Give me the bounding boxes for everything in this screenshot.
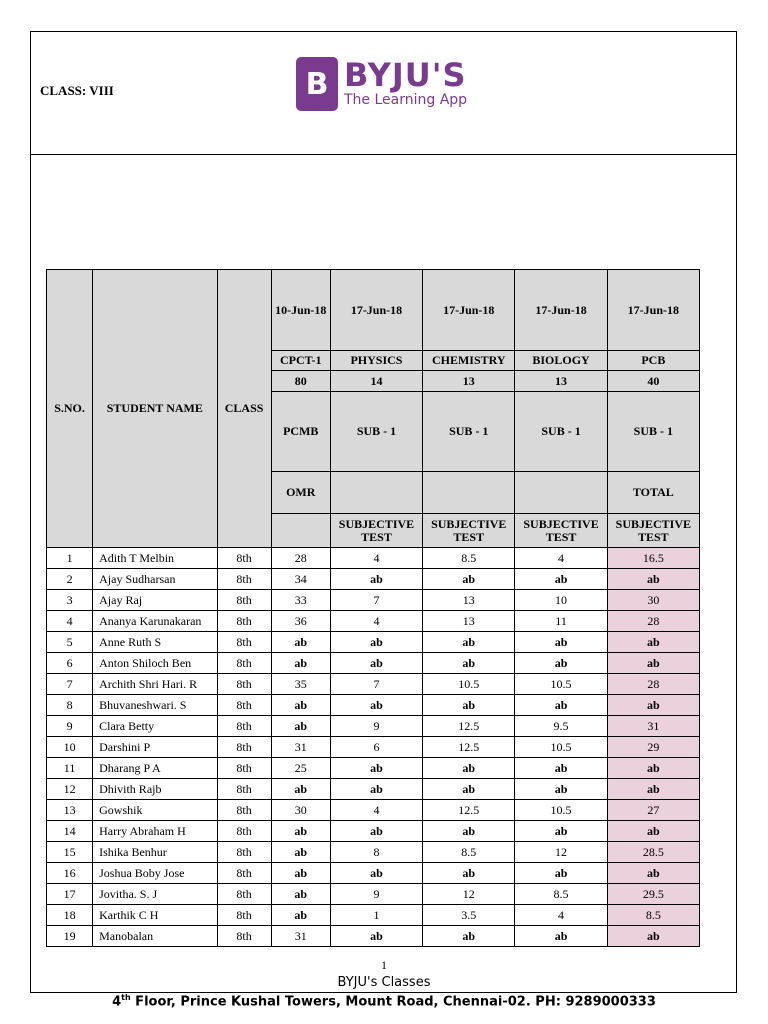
table-header [47, 270, 700, 548]
test-mode: SUBJECTIVE TEST [515, 514, 607, 548]
cell-sno: 6 [47, 653, 93, 674]
cell-student-name: Dharang P A [93, 758, 217, 779]
cell-pcb-total: ab [607, 926, 699, 947]
cell-biology: 10.5 [515, 674, 607, 695]
cell-cpct: 36 [271, 611, 330, 632]
test-type: PCMB [271, 392, 330, 472]
cell-class: 8th [217, 737, 271, 758]
cell-cpct: ab [271, 779, 330, 800]
cell-pcb-total: ab [607, 695, 699, 716]
cell-chemistry: ab [423, 695, 515, 716]
cell-pcb-total: 8.5 [607, 905, 699, 926]
cell-sno: 17 [47, 884, 93, 905]
cell-chemistry: ab [423, 863, 515, 884]
cell-student-name: Manobalan [93, 926, 217, 947]
cell-physics: ab [330, 821, 422, 842]
cell-chemistry: 12.5 [423, 716, 515, 737]
cell-pcb-total: 28.5 [607, 842, 699, 863]
cell-class: 8th [217, 695, 271, 716]
results-table [46, 269, 700, 947]
cell-class: 8th [217, 611, 271, 632]
cell-student-name: Karthik C H [93, 905, 217, 926]
cell-sno: 2 [47, 569, 93, 590]
cell-biology: ab [515, 653, 607, 674]
table-row [47, 779, 700, 800]
cell-cpct: ab [271, 884, 330, 905]
cell-sno: 1 [47, 548, 93, 569]
test-subtype: TOTAL [607, 472, 699, 514]
cell-student-name: Joshua Boby Jose [93, 863, 217, 884]
cell-biology: ab [515, 926, 607, 947]
cell-cpct: 34 [271, 569, 330, 590]
address-text: Floor, Prince Kushal Towers, Mount Road, Chennai-02. PH: 9289000333 [130, 994, 656, 1010]
test-max-marks: 13 [515, 371, 607, 392]
cell-class: 8th [217, 632, 271, 653]
test-date: 17-Jun-18 [330, 270, 422, 351]
cell-sno: 11 [47, 758, 93, 779]
cell-student-name: Darshini P [93, 737, 217, 758]
cell-sno: 3 [47, 590, 93, 611]
test-name: CHEMISTRY [423, 351, 515, 371]
cell-biology: ab [515, 779, 607, 800]
cell-pcb-total: ab [607, 758, 699, 779]
cell-sno: 7 [47, 674, 93, 695]
cell-pcb-total: 30 [607, 590, 699, 611]
cell-student-name: Harry Abraham H [93, 821, 217, 842]
cell-chemistry: ab [423, 926, 515, 947]
cell-physics: ab [330, 926, 422, 947]
cell-sno: 15 [47, 842, 93, 863]
test-date: 17-Jun-18 [607, 270, 699, 351]
test-date: 17-Jun-18 [423, 270, 515, 351]
cell-student-name: Ajay Sudharsan [93, 569, 217, 590]
cell-chemistry: 12.5 [423, 800, 515, 821]
test-date: 17-Jun-18 [515, 270, 607, 351]
table-body [47, 548, 700, 947]
cell-biology: 4 [515, 548, 607, 569]
test-name: BIOLOGY [515, 351, 607, 371]
cell-physics: ab [330, 758, 422, 779]
cell-pcb-total: 29.5 [607, 884, 699, 905]
cell-pcb-total: ab [607, 863, 699, 884]
table-row [47, 569, 700, 590]
table-row [47, 863, 700, 884]
col-header-sno: S.NO. [47, 270, 93, 548]
cell-class: 8th [217, 716, 271, 737]
cell-sno: 19 [47, 926, 93, 947]
cell-physics: ab [330, 653, 422, 674]
cell-class: 8th [217, 548, 271, 569]
col-header-student-name: STUDENT NAME [93, 270, 217, 548]
test-mode [271, 514, 330, 548]
table-row [47, 800, 700, 821]
test-max-marks: 13 [423, 371, 515, 392]
cell-biology: 11 [515, 611, 607, 632]
header-divider [30, 154, 737, 155]
table-row [47, 821, 700, 842]
cell-physics: 6 [330, 737, 422, 758]
cell-physics: ab [330, 632, 422, 653]
table-row [47, 653, 700, 674]
cell-student-name: Anton Shiloch Ben [93, 653, 217, 674]
cell-class: 8th [217, 674, 271, 695]
test-type: SUB - 1 [423, 392, 515, 472]
test-type: SUB - 1 [515, 392, 607, 472]
table-row [47, 905, 700, 926]
cell-physics: 4 [330, 611, 422, 632]
cell-student-name: Gowshik [93, 800, 217, 821]
test-subtype: OMR [271, 472, 330, 514]
test-subtype [330, 472, 422, 514]
table-row [47, 590, 700, 611]
cell-sno: 13 [47, 800, 93, 821]
cell-sno: 4 [47, 611, 93, 632]
cell-cpct: ab [271, 821, 330, 842]
cell-biology: 9.5 [515, 716, 607, 737]
cell-cpct: 31 [271, 926, 330, 947]
cell-student-name: Dhivith Rajb [93, 779, 217, 800]
cell-physics: 7 [330, 590, 422, 611]
cell-pcb-total: ab [607, 779, 699, 800]
cell-biology: 12 [515, 842, 607, 863]
cell-class: 8th [217, 653, 271, 674]
test-mode: SUBJECTIVE TEST [330, 514, 422, 548]
cell-chemistry: ab [423, 632, 515, 653]
cell-class: 8th [217, 800, 271, 821]
test-mode: SUBJECTIVE TEST [423, 514, 515, 548]
cell-biology: ab [515, 758, 607, 779]
cell-student-name: Jovitha. S. J [93, 884, 217, 905]
cell-chemistry: 3.5 [423, 905, 515, 926]
cell-student-name: Adith T Melbin [93, 548, 217, 569]
cell-chemistry: 8.5 [423, 842, 515, 863]
table-row [47, 884, 700, 905]
cell-sno: 14 [47, 821, 93, 842]
cell-class: 8th [217, 821, 271, 842]
class-label: CLASS: VIII [40, 83, 114, 98]
cell-sno: 8 [47, 695, 93, 716]
cell-biology: 4 [515, 905, 607, 926]
table-row [47, 716, 700, 737]
cell-sno: 5 [47, 632, 93, 653]
cell-cpct: ab [271, 632, 330, 653]
cell-physics: 4 [330, 548, 422, 569]
cell-pcb-total: ab [607, 632, 699, 653]
table-row [47, 737, 700, 758]
logo-name: BYJU'S [344, 56, 467, 94]
cell-cpct: 31 [271, 737, 330, 758]
cell-chemistry: 12.5 [423, 737, 515, 758]
table-row [47, 611, 700, 632]
address-floor-suffix: th [121, 993, 131, 1002]
cell-class: 8th [217, 590, 271, 611]
col-header-class: CLASS [217, 270, 271, 548]
company-address [0, 993, 768, 1009]
cell-chemistry: 12 [423, 884, 515, 905]
cell-student-name: Archith Shri Hari. R [93, 674, 217, 695]
logo-text [344, 56, 468, 109]
cell-biology: ab [515, 632, 607, 653]
test-max-marks: 40 [607, 371, 699, 392]
cell-chemistry: 8.5 [423, 548, 515, 569]
table-row [47, 758, 700, 779]
cell-biology: 10 [515, 590, 607, 611]
cell-chemistry: ab [423, 569, 515, 590]
cell-sno: 16 [47, 863, 93, 884]
cell-physics: 9 [330, 884, 422, 905]
cell-chemistry: 13 [423, 590, 515, 611]
cell-biology: 10.5 [515, 800, 607, 821]
cell-class: 8th [217, 569, 271, 590]
cell-chemistry: ab [423, 758, 515, 779]
cell-class: 8th [217, 863, 271, 884]
cell-class: 8th [217, 926, 271, 947]
cell-sno: 9 [47, 716, 93, 737]
cell-physics: ab [330, 779, 422, 800]
cell-student-name: Bhuvaneshwari. S [93, 695, 217, 716]
cell-physics: 1 [330, 905, 422, 926]
address-floor: 4 [112, 994, 122, 1010]
table-row [47, 674, 700, 695]
cell-pcb-total: 27 [607, 800, 699, 821]
cell-class: 8th [217, 842, 271, 863]
table-row [47, 842, 700, 863]
cell-chemistry: ab [423, 779, 515, 800]
cell-cpct: ab [271, 716, 330, 737]
cell-biology: ab [515, 569, 607, 590]
cell-pcb-total: 28 [607, 611, 699, 632]
page-number: 1 [381, 958, 387, 972]
company-name: BYJU's Classes [337, 975, 431, 990]
cell-biology: 10.5 [515, 737, 607, 758]
test-subtype [423, 472, 515, 514]
cell-class: 8th [217, 779, 271, 800]
cell-sno: 12 [47, 779, 93, 800]
cell-cpct: 30 [271, 800, 330, 821]
table-row [47, 632, 700, 653]
table-row [47, 695, 700, 716]
cell-chemistry: ab [423, 821, 515, 842]
cell-biology: ab [515, 863, 607, 884]
cell-biology: ab [515, 821, 607, 842]
table-row [47, 926, 700, 947]
cell-physics: 9 [330, 716, 422, 737]
cell-chemistry: 13 [423, 611, 515, 632]
cell-sno: 18 [47, 905, 93, 926]
test-max-marks: 80 [271, 371, 330, 392]
cell-cpct: ab [271, 905, 330, 926]
test-date: 10-Jun-18 [271, 270, 330, 351]
cell-cpct: ab [271, 695, 330, 716]
cell-cpct: 33 [271, 590, 330, 611]
cell-pcb-total: 31 [607, 716, 699, 737]
test-type: SUB - 1 [330, 392, 422, 472]
cell-sno: 10 [47, 737, 93, 758]
cell-class: 8th [217, 884, 271, 905]
cell-pcb-total: ab [607, 569, 699, 590]
test-subtype [515, 472, 607, 514]
cell-student-name: Ananya Karunakaran [93, 611, 217, 632]
cell-physics: 8 [330, 842, 422, 863]
cell-physics: ab [330, 569, 422, 590]
cell-class: 8th [217, 758, 271, 779]
cell-chemistry: ab [423, 653, 515, 674]
cell-student-name: Ajay Raj [93, 590, 217, 611]
cell-pcb-total: ab [607, 821, 699, 842]
test-max-marks: 14 [330, 371, 422, 392]
test-name: CPCT-1 [271, 351, 330, 371]
cell-pcb-total: 28 [607, 674, 699, 695]
test-type: SUB - 1 [607, 392, 699, 472]
cell-cpct: ab [271, 842, 330, 863]
cell-pcb-total: ab [607, 653, 699, 674]
cell-student-name: Ishika Benhur [93, 842, 217, 863]
cell-cpct: 35 [271, 674, 330, 695]
cell-cpct: 28 [271, 548, 330, 569]
table-row [47, 548, 700, 569]
cell-student-name: Clara Betty [93, 716, 217, 737]
logo-mark-icon: B [296, 57, 338, 111]
logo-tagline: The Learning App [344, 92, 468, 108]
cell-biology: 8.5 [515, 884, 607, 905]
cell-physics: ab [330, 695, 422, 716]
cell-cpct: ab [271, 653, 330, 674]
cell-physics: 4 [330, 800, 422, 821]
cell-pcb-total: 29 [607, 737, 699, 758]
cell-student-name: Anne Ruth S [93, 632, 217, 653]
byjus-logo [296, 56, 467, 112]
cell-chemistry: 10.5 [423, 674, 515, 695]
test-name: PHYSICS [330, 351, 422, 371]
cell-cpct: 25 [271, 758, 330, 779]
test-name: PCB [607, 351, 699, 371]
cell-cpct: ab [271, 863, 330, 884]
cell-biology: ab [515, 695, 607, 716]
test-mode: SUBJECTIVE TEST [607, 514, 699, 548]
cell-physics: 7 [330, 674, 422, 695]
cell-pcb-total: 16.5 [607, 548, 699, 569]
cell-physics: ab [330, 863, 422, 884]
cell-class: 8th [217, 905, 271, 926]
